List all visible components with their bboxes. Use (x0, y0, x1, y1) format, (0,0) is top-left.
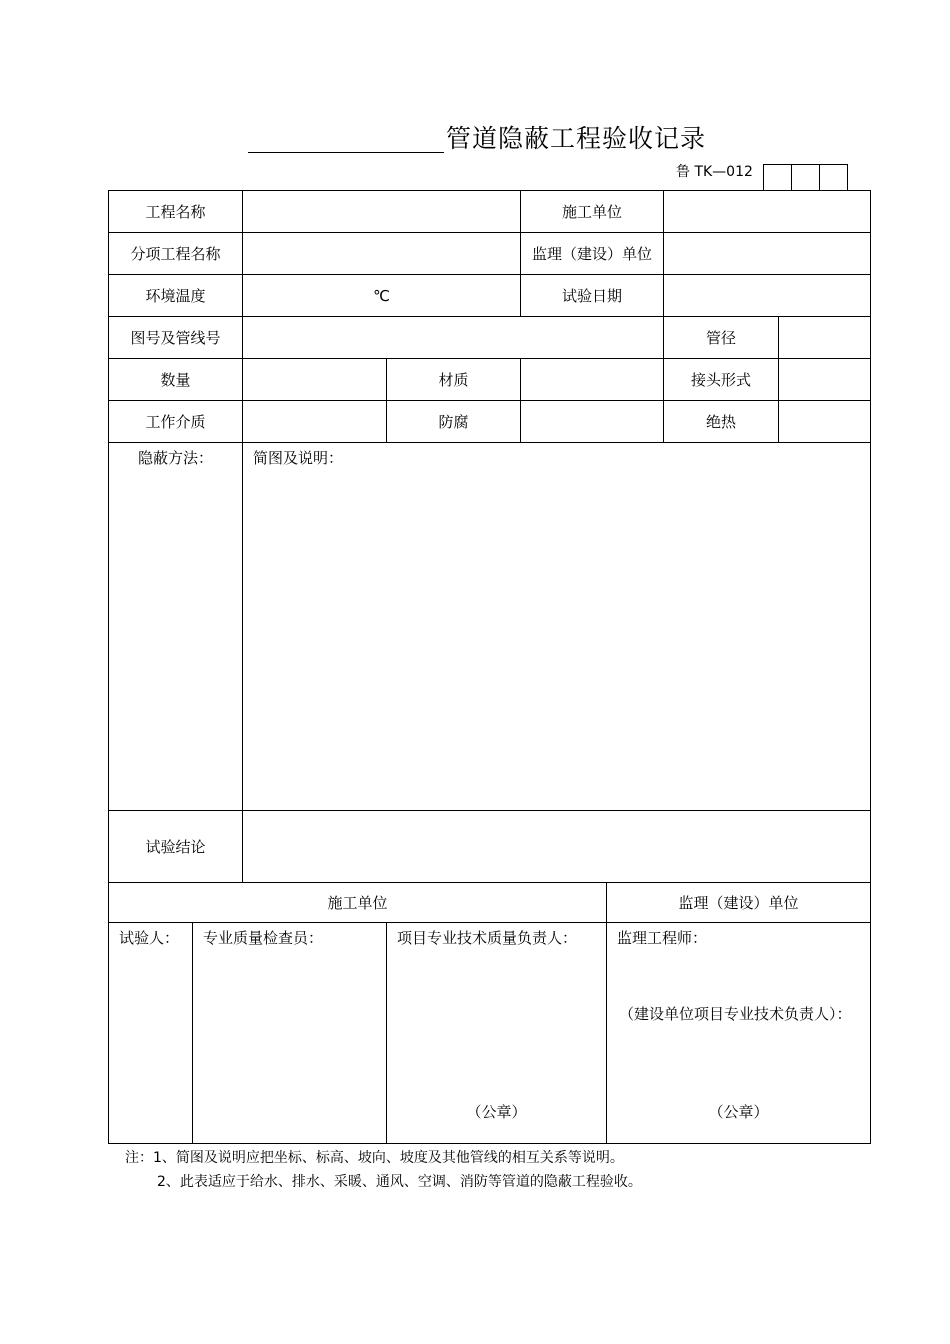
serial-number-boxes[interactable] (763, 164, 848, 191)
label-quality-inspector: 专业质量检查员： (203, 929, 324, 947)
label-tech-quality-leader: 项目专业技术质量负责人： (397, 929, 578, 947)
label-test-conclusion: 试验结论 (109, 811, 243, 883)
label-ambient-temp: 环境温度 (109, 275, 243, 317)
seal-right: （公章） (708, 1103, 769, 1121)
sig-header-construction-unit: 施工单位 (109, 883, 607, 923)
serial-box[interactable] (763, 164, 792, 191)
label-tester: 试验人： (119, 929, 180, 947)
value-drawing-no[interactable] (243, 317, 664, 359)
acceptance-record-table (108, 190, 871, 1144)
label-pipe-diameter: 管径 (664, 317, 779, 359)
label-quantity: 数量 (109, 359, 243, 401)
label-material: 材质 (387, 359, 521, 401)
label-owner-tech-leader: （建设单位项目专业技术负责人）： (619, 1005, 852, 1023)
label-sub-project-name: 分项工程名称 (109, 233, 243, 275)
value-pipe-diameter[interactable] (779, 317, 871, 359)
sig-quality-inspector[interactable] (193, 923, 387, 1144)
sig-header-supervision-unit: 监理（建设）单位 (607, 883, 871, 923)
label-supervising-engineer: 监理工程师： (617, 929, 708, 947)
value-test-conclusion[interactable] (243, 811, 871, 883)
label-joint-form: 接头形式 (664, 359, 779, 401)
sig-tester[interactable] (109, 923, 193, 1144)
label-concealment-method: 隐蔽方法： (109, 443, 243, 811)
serial-box[interactable] (791, 164, 820, 191)
label-drawing-no: 图号及管线号 (109, 317, 243, 359)
value-project-name[interactable] (243, 191, 521, 233)
value-quantity[interactable] (243, 359, 387, 401)
label-construction-unit: 施工单位 (521, 191, 664, 233)
value-joint-form[interactable] (779, 359, 871, 401)
value-sub-project-name[interactable] (243, 233, 521, 275)
sig-supervising-engineer[interactable] (607, 923, 871, 1144)
note-1: 注：1、简图及说明应把坐标、标高、坡向、坡度及其他管线的相互关系等说明。 (125, 1150, 624, 1166)
notes (125, 1146, 642, 1194)
page-title: 管道隐蔽工程验收记录 (446, 124, 707, 153)
note-2: 2、此表适应于给水、排水、采暖、通风、空调、消防等管道的隐蔽工程验收。 (157, 1174, 642, 1190)
value-insulation[interactable] (779, 401, 871, 443)
label-test-date: 试验日期 (521, 275, 664, 317)
value-test-date[interactable] (664, 275, 871, 317)
value-ambient-temp[interactable] (243, 275, 521, 317)
title-blank-line[interactable] (248, 152, 444, 153)
temp-unit: ℃ (373, 286, 390, 305)
value-working-medium[interactable] (243, 401, 387, 443)
form-code: 鲁 TK—012 (676, 164, 753, 180)
sig-tech-quality-leader[interactable] (387, 923, 607, 1144)
value-supervision-unit[interactable] (664, 233, 871, 275)
label-working-medium: 工作介质 (109, 401, 243, 443)
seal-left: （公章） (466, 1103, 527, 1121)
value-material[interactable] (521, 359, 664, 401)
label-anticorrosion: 防腐 (387, 401, 521, 443)
value-construction-unit[interactable] (664, 191, 871, 233)
label-insulation: 绝热 (664, 401, 779, 443)
sketch-description-area[interactable] (243, 443, 871, 811)
value-anticorrosion[interactable] (521, 401, 664, 443)
serial-box[interactable] (819, 164, 848, 191)
label-project-name: 工程名称 (109, 191, 243, 233)
label-sketch-description: 简图及说明： (253, 449, 344, 467)
label-supervision-unit: 监理（建设）单位 (521, 233, 664, 275)
